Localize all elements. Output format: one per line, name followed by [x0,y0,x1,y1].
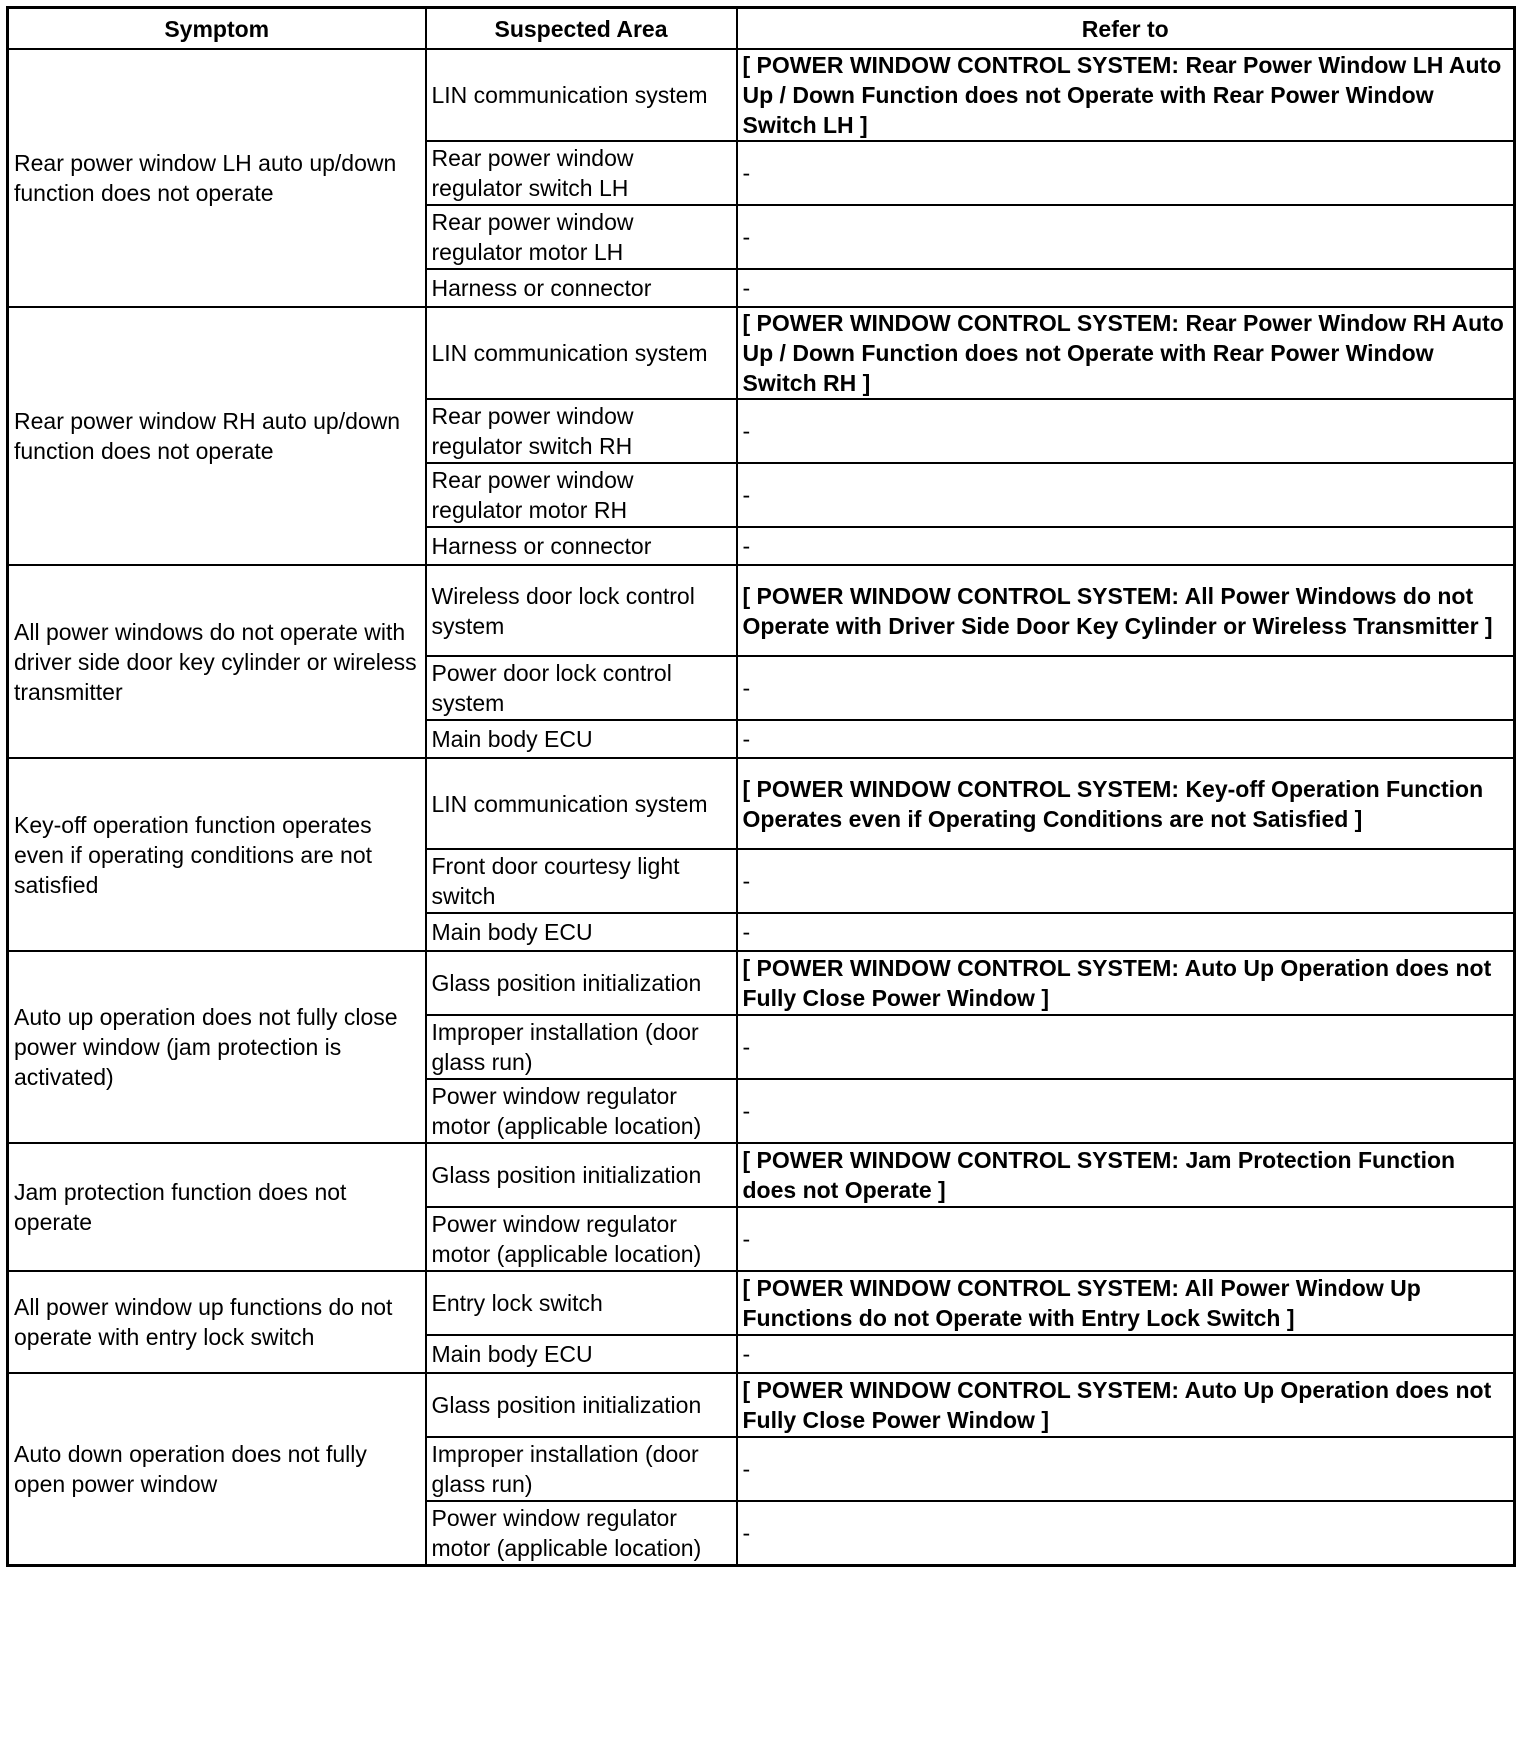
suspected-area-cell: Main body ECU [426,1335,737,1373]
table-row [8,307,1515,399]
suspected-area-cell: Glass position initialization [426,1143,737,1207]
refer-to-link[interactable]: [ POWER WINDOW CONTROL SYSTEM: All Power Windows do not Operate with Driver Side Door Key Cylinder or Wireless Transmitter ] [737,565,1515,656]
refer-to-cell: - [737,1015,1515,1079]
suspected-area-cell: LIN communication system [426,49,737,141]
refer-to-link[interactable]: [ POWER WINDOW CONTROL SYSTEM: Auto Up Operation does not Fully Close Power Window ] [737,1373,1515,1437]
symptom-cell: Auto down operation does not fully open power window [8,1373,426,1565]
refer-to-cell: - [737,656,1515,720]
refer-to-cell: - [737,463,1515,527]
symptom-cell: Jam protection function does not operate [8,1143,426,1271]
refer-to-cell: - [737,1335,1515,1373]
table-row [8,49,1515,141]
refer-to-cell: - [737,527,1515,565]
table-row [8,565,1515,656]
suspected-area-cell: Power window regulator motor (applicable location) [426,1207,737,1271]
refer-to-cell: - [737,269,1515,307]
suspected-area-cell: Front door courtesy light switch [426,849,737,913]
refer-to-link[interactable]: [ POWER WINDOW CONTROL SYSTEM: Auto Up Operation does not Fully Close Power Window ] [737,951,1515,1015]
refer-to-cell: - [737,205,1515,269]
table-body [8,49,1515,1565]
table-row [8,1373,1515,1437]
table-row [8,758,1515,849]
troubleshooting-table-wrapper [6,6,1513,1567]
troubleshooting-table [6,6,1516,1567]
table-header [8,8,1515,50]
refer-to-cell: - [737,1079,1515,1143]
table-row [8,1271,1515,1335]
suspected-area-cell: Rear power window regulator switch RH [426,399,737,463]
suspected-area-cell: Harness or connector [426,269,737,307]
suspected-area-cell: Rear power window regulator switch LH [426,141,737,205]
refer-to-link[interactable]: [ POWER WINDOW CONTROL SYSTEM: Jam Protection Function does not Operate ] [737,1143,1515,1207]
header-symptom: Symptom [8,8,426,50]
refer-to-link[interactable]: [ POWER WINDOW CONTROL SYSTEM: Rear Power Window RH Auto Up / Down Function does not Operate with Rear Power Window Switch RH ] [737,307,1515,399]
refer-to-cell: - [737,720,1515,758]
table-row [8,951,1515,1015]
suspected-area-cell: Main body ECU [426,913,737,951]
refer-to-cell: - [737,399,1515,463]
symptom-cell: Rear power window RH auto up/down function does not operate [8,307,426,565]
suspected-area-cell: Glass position initialization [426,1373,737,1437]
suspected-area-cell: Rear power window regulator motor LH [426,205,737,269]
suspected-area-cell: Improper installation (door glass run) [426,1015,737,1079]
suspected-area-cell: Entry lock switch [426,1271,737,1335]
suspected-area-cell: Power window regulator motor (applicable location) [426,1079,737,1143]
suspected-area-cell: LIN communication system [426,307,737,399]
symptom-cell: All power window up functions do not operate with entry lock switch [8,1271,426,1373]
table-row [8,1143,1515,1207]
header-refer-to: Refer to [737,8,1515,50]
suspected-area-cell: Power window regulator motor (applicable location) [426,1501,737,1565]
suspected-area-cell: Rear power window regulator motor RH [426,463,737,527]
symptom-cell: Auto up operation does not fully close power window (jam protection is activated) [8,951,426,1143]
refer-to-link[interactable]: [ POWER WINDOW CONTROL SYSTEM: Rear Power Window LH Auto Up / Down Function does not Operate with Rear Power Window Switch LH ] [737,49,1515,141]
refer-to-cell: - [737,849,1515,913]
suspected-area-cell: LIN communication system [426,758,737,849]
suspected-area-cell: Glass position initialization [426,951,737,1015]
suspected-area-cell: Harness or connector [426,527,737,565]
refer-to-link[interactable]: [ POWER WINDOW CONTROL SYSTEM: All Power Window Up Functions do not Operate with Entry Lock Switch ] [737,1271,1515,1335]
suspected-area-cell: Main body ECU [426,720,737,758]
refer-to-cell: - [737,1207,1515,1271]
refer-to-link[interactable]: [ POWER WINDOW CONTROL SYSTEM: Key-off Operation Function Operates even if Operating Conditions are not Satisfied ] [737,758,1515,849]
refer-to-cell: - [737,141,1515,205]
refer-to-cell: - [737,1437,1515,1501]
header-suspected-area: Suspected Area [426,8,737,50]
header-row [8,8,1515,50]
symptom-cell: All power windows do not operate with driver side door key cylinder or wireless transmitter [8,565,426,758]
suspected-area-cell: Power door lock control system [426,656,737,720]
symptom-cell: Rear power window LH auto up/down function does not operate [8,49,426,307]
refer-to-cell: - [737,913,1515,951]
refer-to-cell: - [737,1501,1515,1565]
suspected-area-cell: Wireless door lock control system [426,565,737,656]
symptom-cell: Key-off operation function operates even if operating conditions are not satisfied [8,758,426,951]
suspected-area-cell: Improper installation (door glass run) [426,1437,737,1501]
